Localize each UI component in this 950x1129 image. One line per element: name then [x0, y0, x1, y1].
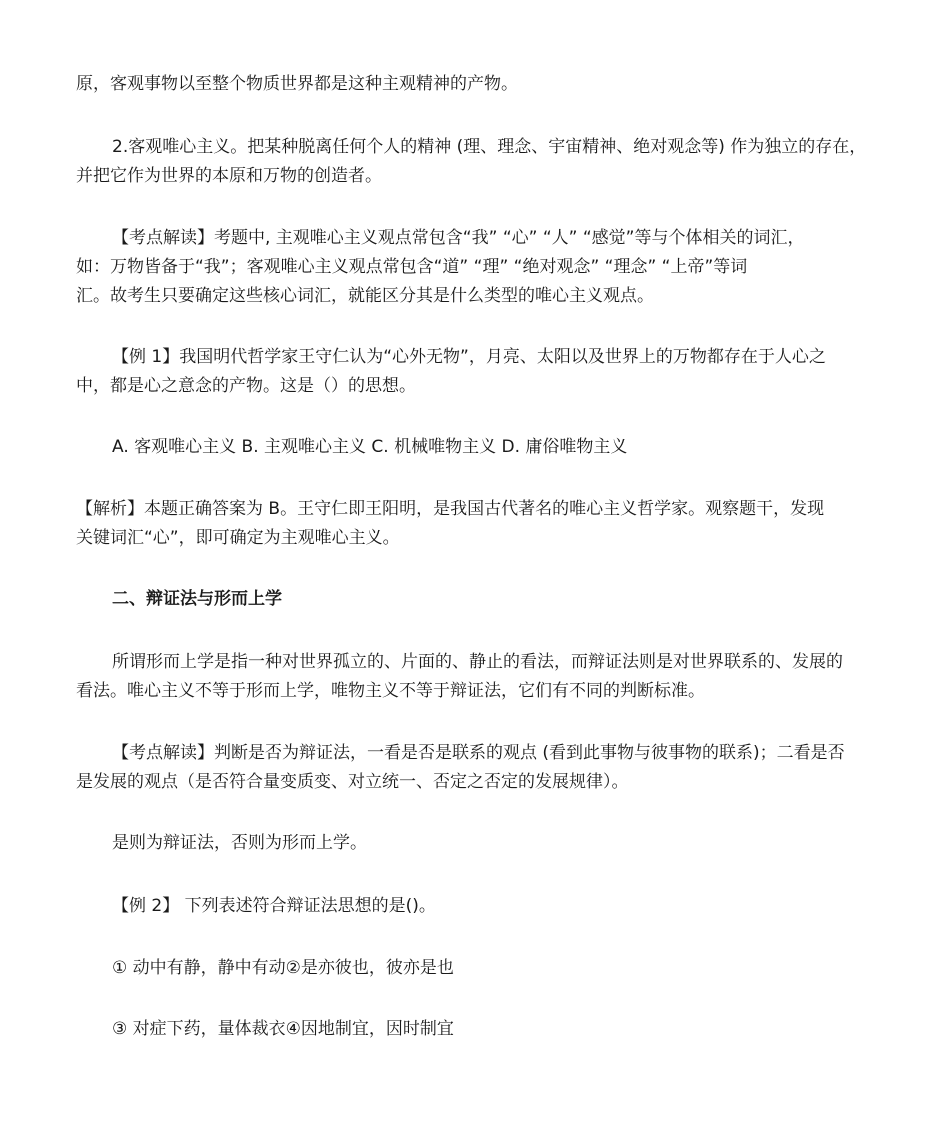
option-line: ① 动中有静，静中有动②是亦彼也，彼亦是也	[112, 958, 454, 978]
paragraph-line: 是则为辩证法，否则为形而上学。	[112, 833, 367, 853]
paragraph-line: 如：万物皆备于“我”；客观唯心主义观点常包含“道” “理” “绝对观念” “理念” “上帝”等词	[76, 257, 748, 277]
paragraph-line: 所谓形而上学是指一种对世界孤立的、片面的、静止的看法，而辩证法则是对世界联系的、发展的	[112, 652, 843, 672]
paragraph-line: 并把它作为世界的本原和万物的创造者。	[76, 166, 382, 186]
paragraph-line: 【解析】本题正确答案为 B。王守仁即王阳明，是我国古代著名的唯心主义哲学家。观察题干，发现	[76, 499, 825, 519]
paragraph-line: 【考点解读】考题中, 主观唯心主义观点常包含“我” “心” “人” “感觉”等与个体相关的词汇，	[112, 228, 805, 248]
paragraph-line: 汇。故考生只要确定这些核心词汇，就能区分其是什么类型的唯心主义观点。	[76, 286, 654, 306]
paragraph-line: 【例 1】我国明代哲学家王守仁认为“心外无物”，月亮、太阳以及世界上的万物都存在于人心之	[112, 347, 826, 367]
paragraph-line: 是发展的观点（是否符合量变质变、对立统一、否定之否定的发展规律）。	[76, 772, 629, 792]
paragraph-line: 原，客观事物以至整个物质世界都是这种主观精神的产物。	[76, 74, 518, 94]
example-question: 【例 2】 下列表述符合辩证法思想的是()。	[112, 896, 436, 916]
section-heading: 二、辩证法与形而上学	[112, 589, 282, 609]
paragraph-line: 看法。唯心主义不等于形而上学，唯物主义不等于辩证法，它们有不同的判断标准。	[76, 681, 705, 701]
paragraph-line: 2.客观唯心主义。把某种脱离任何个人的精神 (理、理念、宇宙精神、绝对观念等) 作为独立的存在，	[112, 137, 867, 157]
answer-options: A. 客观唯心主义 B. 主观唯心主义 C. 机械唯物主义 D. 庸俗唯物主义	[112, 437, 628, 457]
paragraph-line: 【考点解读】判断是否为辩证法，一看是否是联系的观点 (看到此事物与彼事物的联系)；二看是否	[112, 743, 845, 763]
paragraph-line: 中，都是心之意念的产物。这是（）的思想。	[76, 376, 416, 396]
paragraph-line: 关键词汇“心”，即可确定为主观唯心主义。	[76, 528, 400, 548]
option-line: ③ 对症下药，量体裁衣④因地制宜，因时制宜	[112, 1019, 454, 1039]
